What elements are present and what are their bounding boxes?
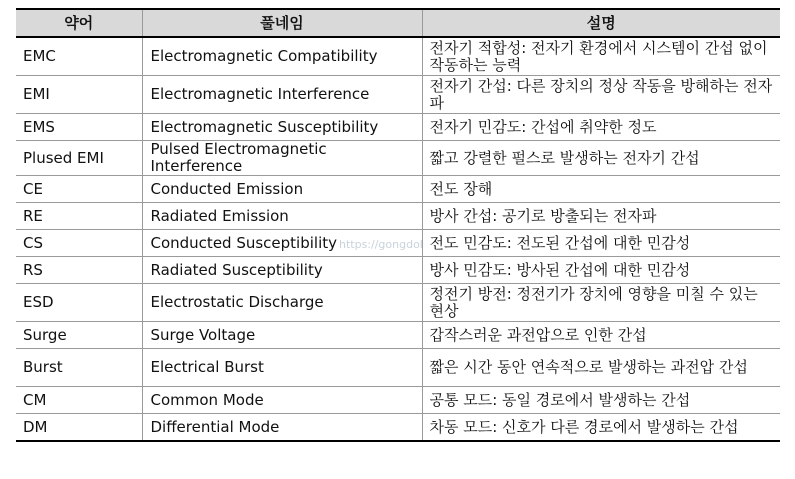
abbreviation-cell: Plused EMI: [16, 141, 142, 176]
abbreviation-cell: EMC: [16, 37, 142, 76]
table-row: [16, 387, 780, 414]
full-name-cell: Surge Voltage: [142, 322, 422, 349]
description-cell: 전도 민감도: 전도된 간섭에 대한 민감성: [422, 230, 780, 257]
table-row: [16, 203, 780, 230]
table-row: [16, 284, 780, 322]
table-row: [16, 414, 780, 442]
full-name-cell: Differential Mode: [142, 414, 422, 442]
description-cell: 공통 모드: 동일 경로에서 발생하는 간섭: [422, 387, 780, 414]
full-name-cell: Pulsed Electromagnetic Interference: [142, 141, 422, 176]
full-name-cell: Electromagnetic Compatibility: [142, 37, 422, 76]
abbreviation-cell: Burst: [16, 349, 142, 387]
header-full-name: 풀네임: [142, 9, 422, 37]
description-cell: 짧은 시간 동안 연속적으로 발생하는 과전압 간섭: [422, 349, 780, 387]
table-row: [16, 37, 780, 76]
acronym-table: [16, 8, 780, 442]
abbreviation-cell: Surge: [16, 322, 142, 349]
description-cell: 전자기 적합성: 전자기 환경에서 시스템이 간섭 없이 작동하는 능력: [422, 37, 780, 76]
full-name-cell: Common Mode: [142, 387, 422, 414]
full-name-cell: Electrical Burst: [142, 349, 422, 387]
table-row: [16, 176, 780, 203]
description-cell: 방사 간섭: 공기로 방출되는 전자파: [422, 203, 780, 230]
full-name-cell: Conducted Emission: [142, 176, 422, 203]
watermark: https://gongdol: [339, 238, 423, 251]
abbreviation-cell: RE: [16, 203, 142, 230]
abbreviation-cell: EMS: [16, 114, 142, 141]
full-name-cell: Radiated Emission: [142, 203, 422, 230]
table-row: [16, 230, 780, 257]
table-row: [16, 349, 780, 387]
abbreviation-cell: CM: [16, 387, 142, 414]
abbreviation-cell: DM: [16, 414, 142, 442]
description-cell: 갑작스러운 과전압으로 인한 간섭: [422, 322, 780, 349]
abbreviation-cell: CE: [16, 176, 142, 203]
description-cell: 전자기 간섭: 다른 장치의 정상 작동을 방해하는 전자파: [422, 76, 780, 114]
abbreviation-cell: RS: [16, 257, 142, 284]
header-abbreviation: 약어: [16, 9, 142, 37]
description-cell: 차동 모드: 신호가 다른 경로에서 발생하는 간섭: [422, 414, 780, 442]
full-name-cell: Electromagnetic Susceptibility: [142, 114, 422, 141]
table-row: [16, 141, 780, 176]
table-row: [16, 257, 780, 284]
description-cell: 정전기 방전: 정전기가 장치에 영향을 미칠 수 있는 현상: [422, 284, 780, 322]
description-cell: 전도 장해: [422, 176, 780, 203]
full-name-cell: Radiated Susceptibility: [142, 257, 422, 284]
full-name-cell: Conducted Susceptibility: [142, 230, 422, 257]
full-name-cell: Electrostatic Discharge: [142, 284, 422, 322]
table-row: [16, 114, 780, 141]
header-row: [16, 9, 780, 37]
abbreviation-cell: CS: [16, 230, 142, 257]
full-name-cell: Electromagnetic Interference: [142, 76, 422, 114]
abbreviation-cell: ESD: [16, 284, 142, 322]
description-cell: 방사 민감도: 방사된 간섭에 대한 민감성: [422, 257, 780, 284]
table-row: [16, 76, 780, 114]
description-cell: 전자기 민감도: 간섭에 취약한 정도: [422, 114, 780, 141]
header-description: 설명: [422, 9, 780, 37]
description-cell: 짧고 강렬한 펄스로 발생하는 전자기 간섭: [422, 141, 780, 176]
table-row: [16, 322, 780, 349]
abbreviation-cell: EMI: [16, 76, 142, 114]
